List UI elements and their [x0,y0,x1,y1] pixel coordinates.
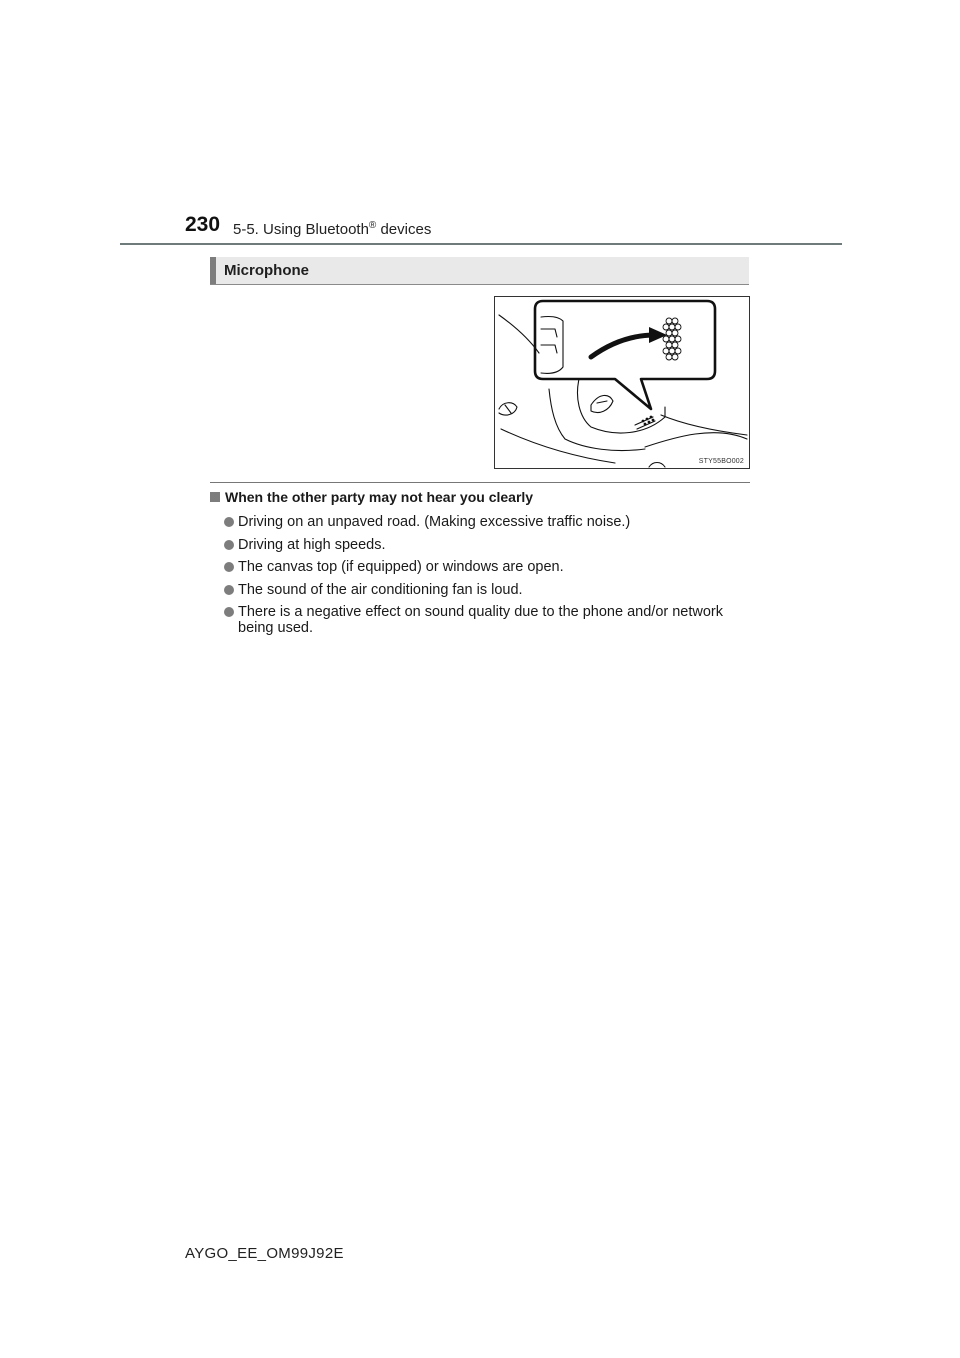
note-divider [210,482,750,483]
note-heading [210,489,533,505]
list-item-text: There is a negative effect on sound quality due to the phone and/or network being used. [238,604,724,636]
chapter-title-text: 5-5. Using Bluetooth [233,221,369,238]
section-heading [210,257,749,285]
registered-mark: ® [368,220,377,231]
note-heading-text: When the other party may not hear you clearly [225,489,534,505]
conditions-list [224,514,754,643]
microphone-location-drawing [495,297,749,468]
document-code: AYGO_EE_OM99J92E [185,1245,344,1262]
list-item [224,582,754,598]
microphone-illustration [494,296,750,469]
list-item [224,559,754,575]
chapter-title [233,220,431,238]
list-item [224,514,754,530]
section-heading-title: Microphone [224,262,309,279]
bullet-dot-icon [224,540,234,550]
list-item-text: The sound of the air conditioning fan is loud. [238,581,523,598]
square-bullet-icon [210,492,220,502]
list-item [224,537,754,553]
bullet-dot-icon [224,585,234,595]
page-number: 230 [185,213,221,236]
bullet-dot-icon [224,562,234,572]
bullet-dot-icon [224,517,234,527]
bullet-dot-icon [224,607,234,617]
section-heading-bar [210,257,216,284]
list-item-text: Driving at high speeds. [238,536,386,553]
list-item [224,604,754,636]
header-rule [120,243,842,245]
illustration-code: STY55BO002 [698,458,744,465]
list-item-text: Driving on an unpaved road. (Making excessive traffic noise.) [238,514,631,530]
list-item-text: The canvas top (if equipped) or windows are open. [238,559,564,575]
chapter-title-suffix: devices [376,221,432,238]
